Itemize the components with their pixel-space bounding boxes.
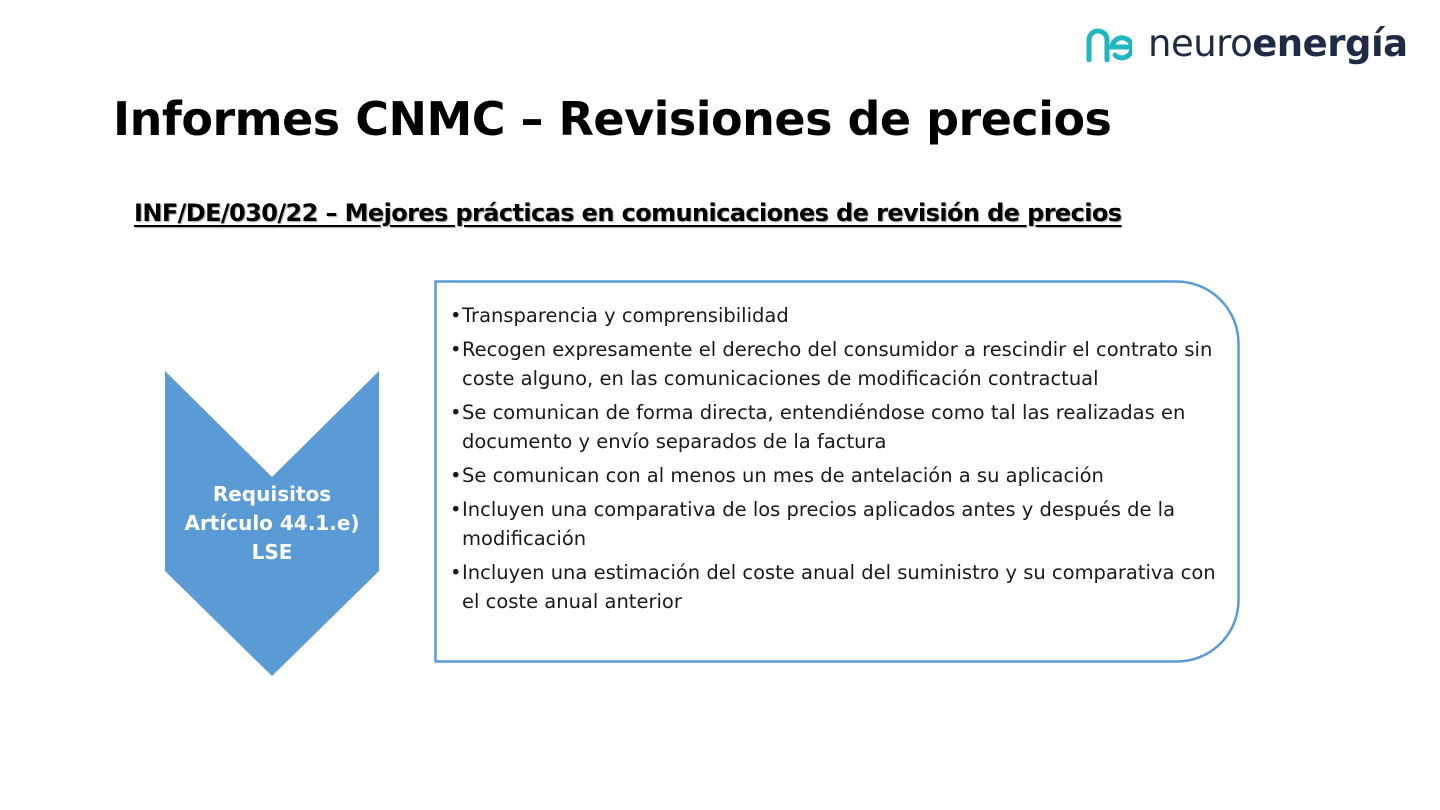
requirements-list — [450, 301, 1222, 621]
requirement-item — [450, 335, 1222, 393]
requirement-item — [450, 558, 1222, 616]
chevron-label — [165, 480, 379, 567]
chevron-label-line: LSE — [251, 540, 293, 564]
brand-name — [1148, 22, 1408, 66]
brand-name-bold: energía — [1252, 22, 1408, 65]
requirement-text: Incluyen una estimación del coste anual del suministro y su comparativa con el coste anual anterior — [462, 561, 1216, 613]
bullet: • — [450, 464, 462, 487]
requirement-text: Incluyen una comparativa de los precios aplicados antes y después de la modificación — [462, 498, 1176, 550]
requirement-item — [450, 461, 1222, 490]
chevron-label-line: Requisitos — [212, 482, 332, 506]
requirement-item — [450, 398, 1222, 456]
report-subtitle: INF/DE/030/22 – Mejores prácticas en comunicaciones de revisión de precios — [134, 199, 1122, 227]
bullet: • — [450, 498, 462, 521]
page-title: Informes CNMC – Revisiones de precios — [113, 92, 1112, 146]
requirement-item — [450, 495, 1222, 553]
brand-logo — [1086, 24, 1412, 68]
chevron-label-line: Artículo 44.1.e) — [184, 511, 360, 535]
neuroenergia-logo-mark-icon — [1086, 28, 1132, 62]
brand-name-light: neuro — [1148, 22, 1253, 65]
requirement-text: Se comunican con al menos un mes de antelación a su aplicación — [462, 464, 1104, 487]
requirement-text: Recogen expresamente el derecho del consumidor a rescindir el contrato sin coste alguno, en las comunicaciones de modificación contractual — [462, 338, 1213, 390]
bullet: • — [450, 561, 462, 584]
requirement-text: Transparencia y comprensibilidad — [462, 304, 789, 327]
bullet: • — [450, 304, 462, 327]
requirement-item — [450, 301, 1222, 330]
bullet: • — [450, 401, 462, 424]
bullet: • — [450, 338, 462, 361]
requirement-text: Se comunican de forma directa, entendiéndose como tal las realizadas en documento y envío separados de la factura — [462, 401, 1186, 453]
